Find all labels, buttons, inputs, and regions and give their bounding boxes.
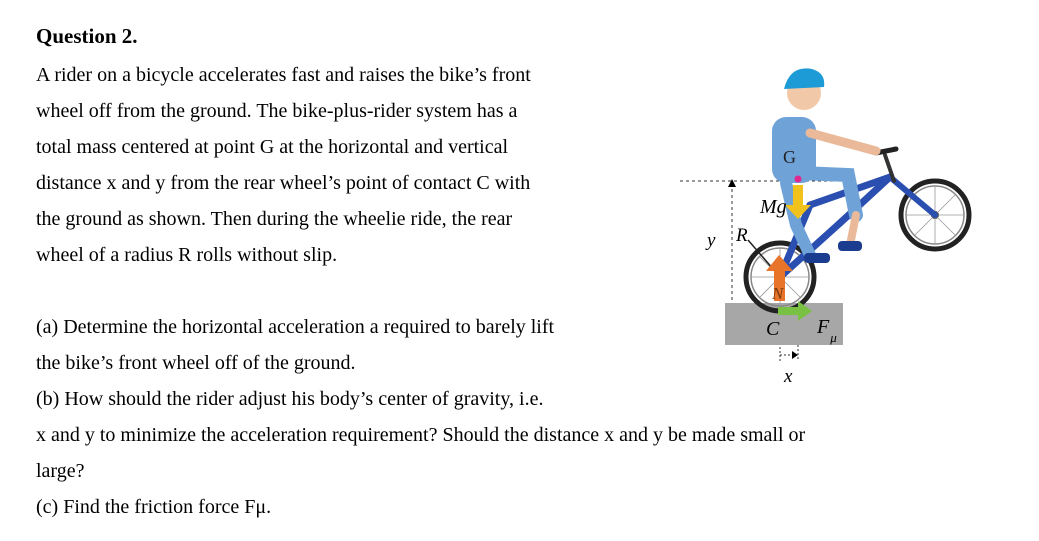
question-title: Question 2. [36,24,138,48]
statement-line: total mass centered at point G at the horizontal and vertical [36,136,509,158]
y-label: y [707,230,716,251]
mg-label: Mg [760,196,787,218]
part-a-line: the bike’s front wheel off of the ground. [36,352,356,374]
part-a-line: (a) Determine the horizontal acceleration a required to barely lift [36,316,555,338]
part-b [36,381,805,489]
x-arrowhead [792,351,798,359]
part-b-line: large? [36,460,85,482]
n-label: N [772,284,784,303]
free-body-diagram [680,55,980,395]
wheelie-figure [680,55,980,395]
statement-line: the ground as shown. Then during the wheelie ride, the rear [36,208,513,230]
r-label: R [736,225,748,246]
statement-line: wheel off from the ground. The bike-plus-rider system has a [36,100,518,122]
y-arrowhead [728,179,736,187]
g-label: G [783,147,796,167]
friction-label: $F_\mu$ [817,316,837,345]
c-label: C [766,318,780,340]
part-c [36,489,271,525]
part-b-line: x and y to minimize the acceleration requirement? Should the distance x and y be made small or [36,424,806,446]
part-c-line: (c) Find the friction force Fμ. [36,496,272,518]
part-a [36,309,554,381]
statement-line: A rider on a bicycle accelerates fast and raises the bike’s front [36,64,531,86]
g-point [795,176,802,183]
statement-line: wheel of a radius R rolls without slip. [36,244,338,266]
problem-statement [36,57,531,273]
statement-line: distance x and y from the rear wheel’s point of contact C with [36,172,531,194]
part-b-line: (b) How should the rider adjust his body’s center of gravity, i.e. [36,388,544,410]
x-label: x [784,366,793,387]
